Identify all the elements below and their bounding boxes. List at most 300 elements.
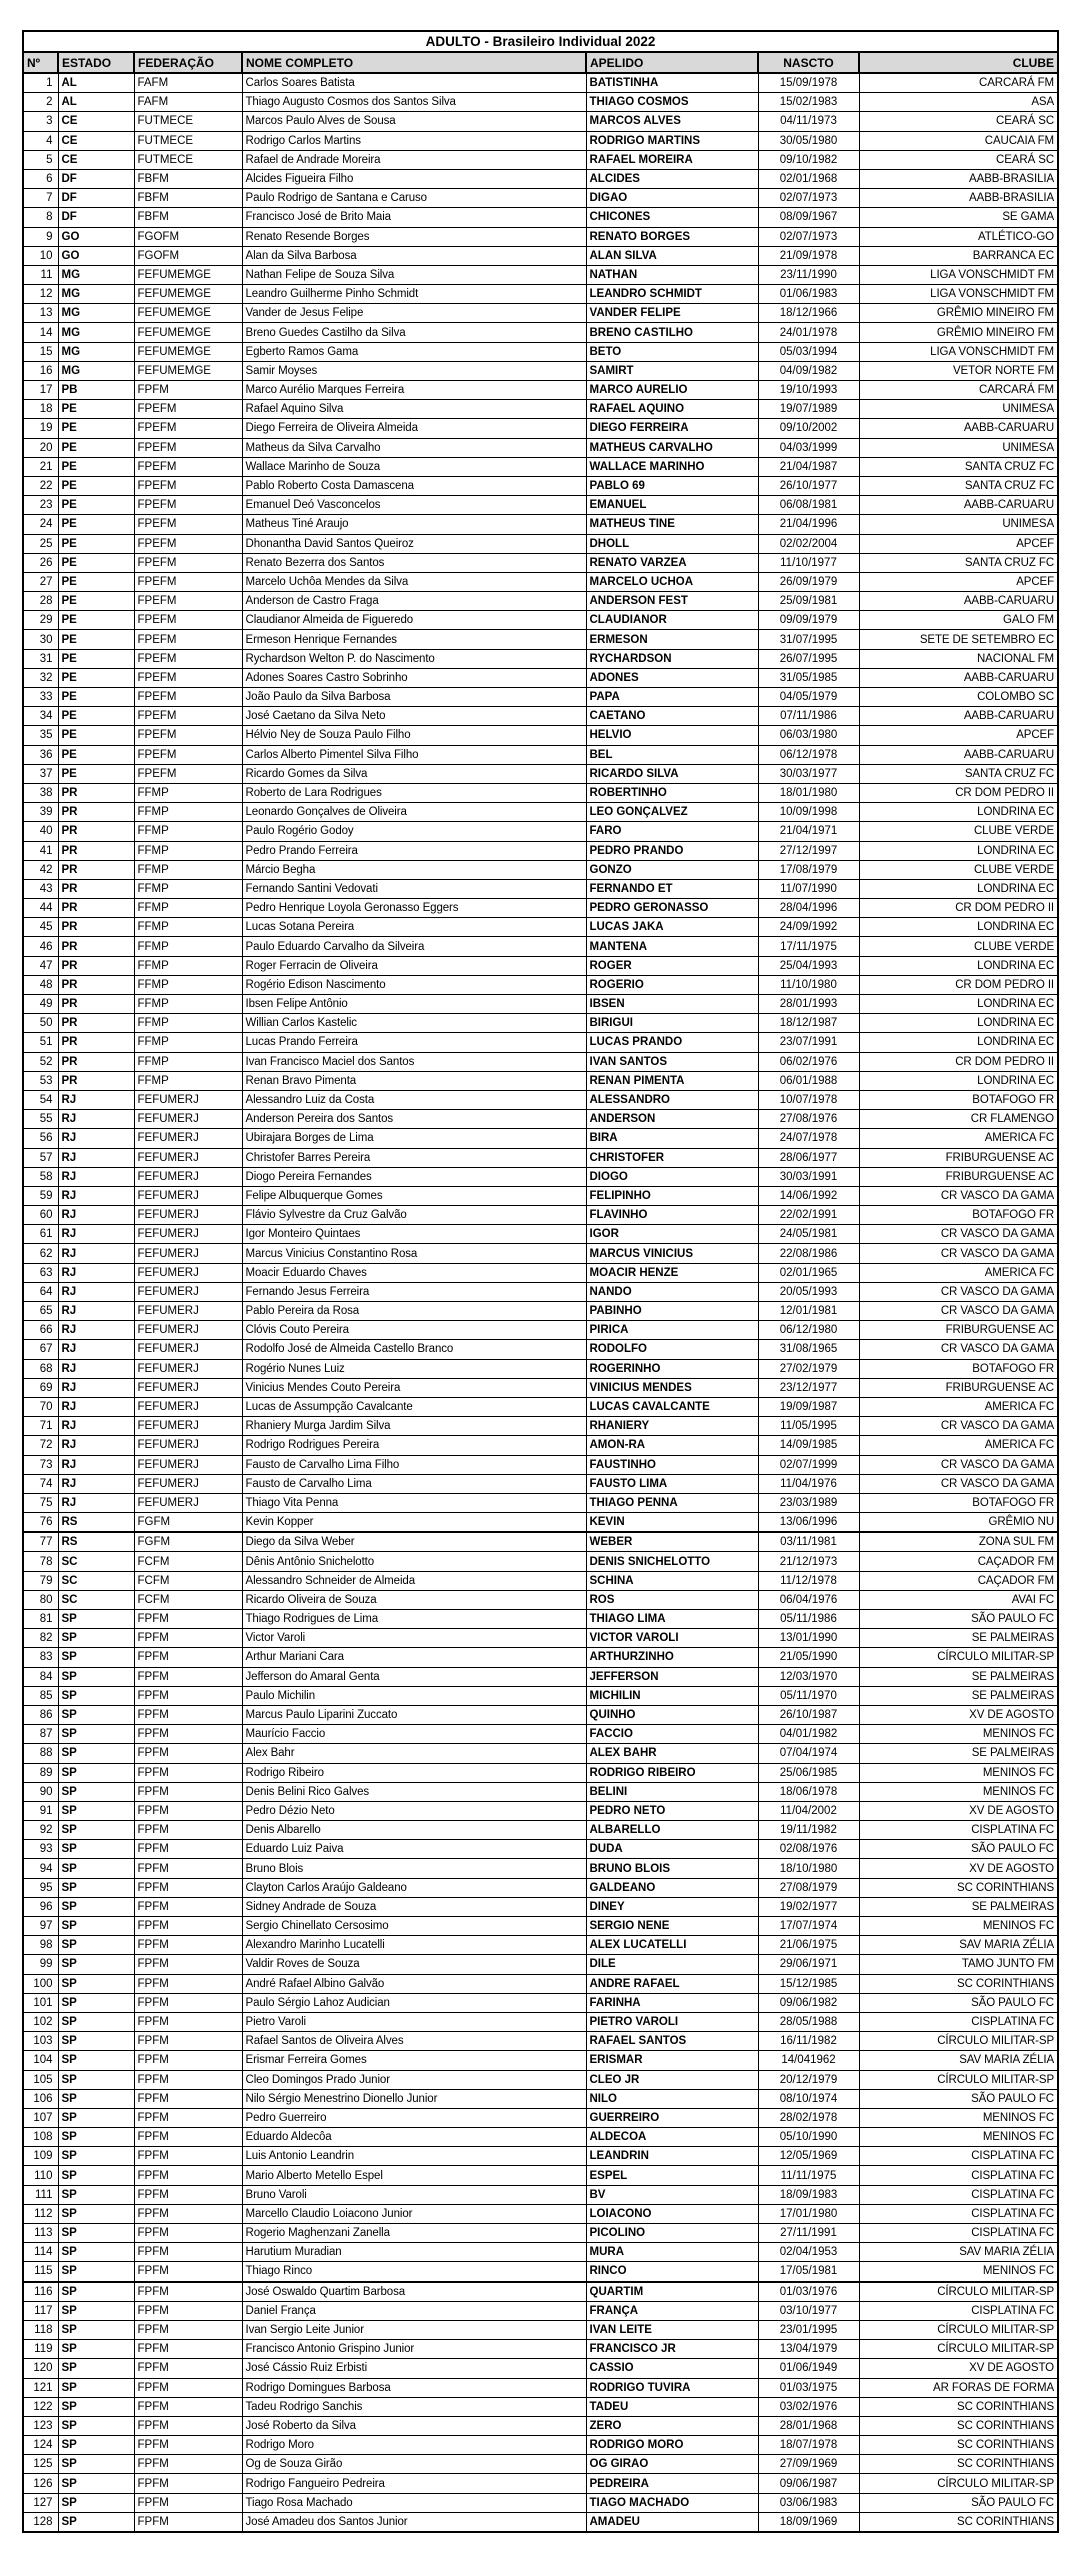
cell-estado: MG xyxy=(58,304,134,323)
table-row xyxy=(23,2070,1058,2089)
cell-nome-completo: Rhaniery Murga Jardim Silva xyxy=(242,1417,586,1436)
column-header-federacao: FEDERAÇÃO xyxy=(134,52,242,73)
cell-numero: 35 xyxy=(23,726,58,745)
cell-numero: 82 xyxy=(23,1629,58,1648)
cell-clube: GRÊMIO MINEIRO FM xyxy=(859,323,1058,342)
cell-apelido: NATHAN xyxy=(586,265,758,284)
cell-federacao: FBFM xyxy=(134,208,242,227)
cell-nome-completo: Diogo Pereira Fernandes xyxy=(242,1167,586,1186)
cell-nascto: 07/04/1974 xyxy=(758,1744,859,1763)
cell-federacao: FFMP xyxy=(134,879,242,898)
table-row xyxy=(23,2455,1058,2474)
cell-federacao: FBFM xyxy=(134,169,242,188)
cell-nome-completo: Jefferson do Amaral Genta xyxy=(242,1667,586,1686)
cell-estado: GO xyxy=(58,246,134,265)
cell-nome-completo: Roger Ferracin de Oliveira xyxy=(242,956,586,975)
cell-federacao: FPFM xyxy=(134,1993,242,2012)
cell-clube: SÃO PAULO FC xyxy=(859,1610,1058,1629)
cell-clube: CISPLATINA FC xyxy=(859,2147,1058,2166)
cell-clube: MENINOS FC xyxy=(859,2108,1058,2127)
cell-clube: XV DE AGOSTO xyxy=(859,1859,1058,1878)
cell-clube: FRIBURGUENSE AC xyxy=(859,1167,1058,1186)
cell-estado: SC xyxy=(58,1571,134,1590)
cell-federacao: FAFM xyxy=(134,93,242,112)
cell-estado: PE xyxy=(58,668,134,687)
cell-nascto: 03/06/1983 xyxy=(758,2493,859,2512)
cell-apelido: ALESSANDRO xyxy=(586,1090,758,1109)
cell-estado: DF xyxy=(58,189,134,208)
cell-federacao: FPFM xyxy=(134,2474,242,2493)
cell-nome-completo: José Oswaldo Quartim Barbosa xyxy=(242,2282,586,2302)
table-row xyxy=(23,1340,1058,1359)
cell-nascto: 09/10/2002 xyxy=(758,419,859,438)
cell-federacao: FEFUMERJ xyxy=(134,1206,242,1225)
cell-federacao: FPFM xyxy=(134,1667,242,1686)
table-row xyxy=(23,1474,1058,1493)
roster-sheet xyxy=(22,30,1059,2533)
cell-apelido: FERNANDO ET xyxy=(586,879,758,898)
table-row xyxy=(23,1725,1058,1744)
cell-nascto: 04/03/1999 xyxy=(758,438,859,457)
cell-nome-completo: Rodrigo Rodrigues Pereira xyxy=(242,1436,586,1455)
cell-nascto: 06/04/1976 xyxy=(758,1590,859,1609)
cell-estado: RJ xyxy=(58,1282,134,1301)
table-row xyxy=(23,1782,1058,1801)
cell-federacao: FPFM xyxy=(134,2032,242,2051)
cell-nascto: 22/08/1986 xyxy=(758,1244,859,1263)
cell-nascto: 06/01/1988 xyxy=(758,1071,859,1090)
cell-federacao: FGOFM xyxy=(134,246,242,265)
cell-nome-completo: Rogério Nunes Luiz xyxy=(242,1359,586,1378)
cell-apelido: MICHILIN xyxy=(586,1686,758,1705)
cell-nome-completo: Nathan Felipe de Souza Silva xyxy=(242,265,586,284)
cell-estado: SP xyxy=(58,1993,134,2012)
cell-federacao: FFMP xyxy=(134,918,242,937)
cell-nome-completo: Pablo Roberto Costa Damascena xyxy=(242,476,586,495)
cell-numero: 12 xyxy=(23,285,58,304)
cell-apelido: THIAGO PENNA xyxy=(586,1493,758,1512)
cell-estado: DF xyxy=(58,169,134,188)
cell-clube: CLUBE VERDE xyxy=(859,822,1058,841)
cell-estado: RJ xyxy=(58,1167,134,1186)
cell-estado: SC xyxy=(58,1590,134,1609)
cell-numero: 109 xyxy=(23,2147,58,2166)
table-row xyxy=(23,592,1058,611)
cell-estado: SP xyxy=(58,1821,134,1840)
cell-federacao: FPFM xyxy=(134,2166,242,2185)
cell-estado: SP xyxy=(58,2282,134,2302)
cell-nascto: 24/07/1978 xyxy=(758,1129,859,1148)
cell-numero: 100 xyxy=(23,1974,58,1993)
cell-nome-completo: Alessandro Schneider de Almeida xyxy=(242,1571,586,1590)
cell-federacao: FFMP xyxy=(134,783,242,802)
cell-apelido: KEVIN xyxy=(586,1513,758,1533)
cell-nascto: 27/09/1969 xyxy=(758,2455,859,2474)
cell-nome-completo: Kevin Kopper xyxy=(242,1513,586,1533)
cell-nome-completo: Ivan Sergio Leite Junior xyxy=(242,2320,586,2339)
cell-clube: CR FLAMENGO xyxy=(859,1110,1058,1129)
cell-apelido: PIRICA xyxy=(586,1321,758,1340)
cell-apelido: RODRIGO MARTINS xyxy=(586,131,758,150)
cell-clube: LIGA VONSCHMIDT FM xyxy=(859,342,1058,361)
cell-estado: PE xyxy=(58,611,134,630)
cell-numero: 10 xyxy=(23,246,58,265)
cell-nome-completo: Alessandro Luiz da Costa xyxy=(242,1090,586,1109)
cell-estado: PR xyxy=(58,822,134,841)
cell-federacao: FPFM xyxy=(134,1686,242,1705)
cell-estado: SP xyxy=(58,1725,134,1744)
cell-nascto: 17/05/1981 xyxy=(758,2262,859,2282)
cell-apelido: BRUNO BLOIS xyxy=(586,1859,758,1878)
cell-nome-completo: Leonardo Gonçalves de Oliveira xyxy=(242,803,586,822)
cell-nascto: 17/01/1980 xyxy=(758,2204,859,2223)
cell-nascto: 05/11/1970 xyxy=(758,1686,859,1705)
cell-federacao: FPEFM xyxy=(134,553,242,572)
cell-nome-completo: José Amadeu dos Santos Junior xyxy=(242,2512,586,2532)
cell-apelido: RODRIGO TUVIRA xyxy=(586,2378,758,2397)
cell-numero: 4 xyxy=(23,131,58,150)
cell-estado: PE xyxy=(58,496,134,515)
cell-nome-completo: Cleo Domingos Prado Junior xyxy=(242,2070,586,2089)
cell-estado: AL xyxy=(58,93,134,112)
table-row xyxy=(23,2474,1058,2493)
cell-nascto: 26/07/1995 xyxy=(758,649,859,668)
cell-numero: 85 xyxy=(23,1686,58,1705)
cell-nome-completo: Carlos Soares Batista xyxy=(242,73,586,93)
cell-federacao: FPFM xyxy=(134,1897,242,1916)
cell-federacao: FPFM xyxy=(134,1917,242,1936)
cell-estado: RJ xyxy=(58,1340,134,1359)
table-row xyxy=(23,2320,1058,2339)
cell-estado: SP xyxy=(58,1878,134,1897)
cell-apelido: THIAGO COSMOS xyxy=(586,93,758,112)
cell-nome-completo: Vinicius Mendes Couto Pereira xyxy=(242,1378,586,1397)
cell-federacao: FPFM xyxy=(134,2340,242,2359)
cell-clube: SC CORINTHIANS xyxy=(859,1878,1058,1897)
cell-nascto: 25/09/1981 xyxy=(758,592,859,611)
cell-numero: 42 xyxy=(23,860,58,879)
cell-nascto: 05/03/1994 xyxy=(758,342,859,361)
cell-estado: RJ xyxy=(58,1321,134,1340)
cell-nascto: 12/03/1970 xyxy=(758,1667,859,1686)
cell-estado: RJ xyxy=(58,1090,134,1109)
cell-apelido: RAFAEL AQUINO xyxy=(586,400,758,419)
cell-apelido: PABINHO xyxy=(586,1302,758,1321)
cell-nascto: 30/03/1991 xyxy=(758,1167,859,1186)
cell-apelido: DINEY xyxy=(586,1897,758,1916)
cell-nascto: 20/05/1993 xyxy=(758,1282,859,1301)
cell-nome-completo: Rodrigo Ribeiro xyxy=(242,1763,586,1782)
cell-federacao: FPFM xyxy=(134,2089,242,2108)
cell-nascto: 18/12/1966 xyxy=(758,304,859,323)
cell-apelido: ALAN SILVA xyxy=(586,246,758,265)
cell-apelido: TADEU xyxy=(586,2397,758,2416)
cell-estado: SP xyxy=(58,1897,134,1916)
cell-estado: PR xyxy=(58,1033,134,1052)
cell-estado: SP xyxy=(58,1686,134,1705)
cell-clube: BOTAFOGO FR xyxy=(859,1493,1058,1512)
cell-numero: 77 xyxy=(23,1532,58,1552)
cell-nascto: 11/11/1975 xyxy=(758,2166,859,2185)
cell-numero: 44 xyxy=(23,899,58,918)
cell-clube: CR DOM PEDRO II xyxy=(859,783,1058,802)
cell-nascto: 17/07/1974 xyxy=(758,1917,859,1936)
cell-numero: 114 xyxy=(23,2243,58,2262)
cell-nascto: 08/10/1974 xyxy=(758,2089,859,2108)
cell-clube: SANTA CRUZ FC xyxy=(859,553,1058,572)
table-row xyxy=(23,1321,1058,1340)
table-row xyxy=(23,2493,1058,2512)
cell-estado: PR xyxy=(58,1014,134,1033)
column-header-numero: Nº xyxy=(23,52,58,73)
cell-nome-completo: Ermeson Henrique Fernandes xyxy=(242,630,586,649)
cell-numero: 27 xyxy=(23,572,58,591)
cell-nascto: 23/03/1989 xyxy=(758,1493,859,1512)
cell-apelido: PEDRO PRANDO xyxy=(586,841,758,860)
cell-nome-completo: Moacir Eduardo Chaves xyxy=(242,1263,586,1282)
cell-numero: 22 xyxy=(23,476,58,495)
cell-clube: CR DOM PEDRO II xyxy=(859,975,1058,994)
cell-nome-completo: Dhonantha David Santos Queiroz xyxy=(242,534,586,553)
cell-apelido: IVAN LEITE xyxy=(586,2320,758,2339)
cell-clube: AABB-CARUARU xyxy=(859,496,1058,515)
cell-clube: SE PALMEIRAS xyxy=(859,1897,1058,1916)
cell-estado: SP xyxy=(58,1917,134,1936)
table-row xyxy=(23,1436,1058,1455)
cell-estado: RJ xyxy=(58,1474,134,1493)
cell-clube: SE PALMEIRAS xyxy=(859,1667,1058,1686)
cell-nome-completo: Dênis Antônio Snichelotto xyxy=(242,1552,586,1571)
cell-numero: 40 xyxy=(23,822,58,841)
cell-nome-completo: Og de Souza Girão xyxy=(242,2455,586,2474)
cell-nascto: 02/08/1976 xyxy=(758,1840,859,1859)
table-row xyxy=(23,688,1058,707)
cell-clube: XV DE AGOSTO xyxy=(859,1801,1058,1820)
cell-clube: AABB-CARUARU xyxy=(859,592,1058,611)
table-row xyxy=(23,2224,1058,2243)
cell-estado: MG xyxy=(58,361,134,380)
cell-federacao: FPEFM xyxy=(134,515,242,534)
cell-estado: SP xyxy=(58,1840,134,1859)
cell-nascto: 14/09/1985 xyxy=(758,1436,859,1455)
cell-estado: RJ xyxy=(58,1263,134,1282)
cell-federacao: FFMP xyxy=(134,1033,242,1052)
cell-nascto: 11/04/1976 xyxy=(758,1474,859,1493)
cell-apelido: FELIPINHO xyxy=(586,1186,758,1205)
table-row xyxy=(23,1493,1058,1512)
cell-nome-completo: Pedro Prando Ferreira xyxy=(242,841,586,860)
cell-nascto: 11/05/1995 xyxy=(758,1417,859,1436)
athlete-roster-table xyxy=(22,30,1059,2533)
table-row xyxy=(23,1378,1058,1397)
cell-nascto: 13/04/1979 xyxy=(758,2340,859,2359)
cell-nascto: 08/09/1967 xyxy=(758,208,859,227)
cell-nome-completo: Rodolfo José de Almeida Castello Branco xyxy=(242,1340,586,1359)
cell-apelido: ZERO xyxy=(586,2416,758,2435)
cell-nome-completo: Breno Guedes Castilho da Silva xyxy=(242,323,586,342)
cell-numero: 45 xyxy=(23,918,58,937)
cell-nascto: 15/12/1985 xyxy=(758,1974,859,1993)
table-row xyxy=(23,1590,1058,1609)
cell-clube: AABB-CARUARU xyxy=(859,668,1058,687)
cell-federacao: FCFM xyxy=(134,1552,242,1571)
cell-federacao: FEFUMERJ xyxy=(134,1148,242,1167)
cell-federacao: FPFM xyxy=(134,2282,242,2302)
cell-clube: CLUBE VERDE xyxy=(859,937,1058,956)
table-row xyxy=(23,1129,1058,1148)
table-row xyxy=(23,2147,1058,2166)
cell-numero: 115 xyxy=(23,2262,58,2282)
cell-federacao: FPFM xyxy=(134,1782,242,1801)
cell-federacao: FEFUMERJ xyxy=(134,1263,242,1282)
cell-nascto: 03/10/1977 xyxy=(758,2301,859,2320)
cell-clube: AABB-CARUARU xyxy=(859,419,1058,438)
cell-federacao: FPFM xyxy=(134,1840,242,1859)
cell-clube: CÍRCULO MILITAR-SP xyxy=(859,2320,1058,2339)
cell-clube: CÍRCULO MILITAR-SP xyxy=(859,2032,1058,2051)
cell-nome-completo: Rodrigo Moro xyxy=(242,2436,586,2455)
cell-numero: 54 xyxy=(23,1090,58,1109)
cell-nome-completo: Samir Moyses xyxy=(242,361,586,380)
table-row xyxy=(23,1571,1058,1590)
cell-numero: 18 xyxy=(23,400,58,419)
table-row xyxy=(23,1302,1058,1321)
cell-numero: 112 xyxy=(23,2204,58,2223)
cell-clube: APCEF xyxy=(859,534,1058,553)
cell-clube: CAÇADOR FM xyxy=(859,1552,1058,1571)
cell-clube: LIGA VONSCHMIDT FM xyxy=(859,265,1058,284)
cell-federacao: FEFUMERJ xyxy=(134,1417,242,1436)
cell-nome-completo: Denis Albarello xyxy=(242,1821,586,1840)
cell-apelido: DUDA xyxy=(586,1840,758,1859)
cell-numero: 75 xyxy=(23,1493,58,1512)
table-row xyxy=(23,1840,1058,1859)
cell-nascto: 28/02/1978 xyxy=(758,2108,859,2127)
cell-apelido: CLAUDIANOR xyxy=(586,611,758,630)
cell-numero: 74 xyxy=(23,1474,58,1493)
cell-nascto: 23/11/1990 xyxy=(758,265,859,284)
cell-numero: 62 xyxy=(23,1244,58,1263)
cell-nascto: 02/07/1973 xyxy=(758,189,859,208)
cell-federacao: FPFM xyxy=(134,2147,242,2166)
cell-estado: SP xyxy=(58,2474,134,2493)
table-row xyxy=(23,323,1058,342)
cell-clube: SC CORINTHIANS xyxy=(859,2436,1058,2455)
cell-nome-completo: Thiago Augusto Cosmos dos Santos Silva xyxy=(242,93,586,112)
cell-clube: CR VASCO DA GAMA xyxy=(859,1417,1058,1436)
cell-apelido: ALDECOA xyxy=(586,2128,758,2147)
cell-numero: 79 xyxy=(23,1571,58,1590)
cell-federacao: FPFM xyxy=(134,1629,242,1648)
cell-numero: 92 xyxy=(23,1821,58,1840)
cell-nome-completo: Wallace Marinho de Souza xyxy=(242,457,586,476)
cell-estado: PE xyxy=(58,688,134,707)
cell-clube: MENINOS FC xyxy=(859,1782,1058,1801)
cell-nome-completo: Lucas de Assumpção Cavalcante xyxy=(242,1397,586,1416)
cell-nascto: 20/12/1979 xyxy=(758,2070,859,2089)
cell-estado: SP xyxy=(58,2262,134,2282)
cell-nascto: 11/10/1980 xyxy=(758,975,859,994)
cell-nascto: 13/01/1990 xyxy=(758,1629,859,1648)
cell-nome-completo: André Rafael Albino Galvão xyxy=(242,1974,586,1993)
table-row xyxy=(23,899,1058,918)
cell-numero: 37 xyxy=(23,764,58,783)
table-row xyxy=(23,611,1058,630)
cell-federacao: FFMP xyxy=(134,803,242,822)
cell-clube: MENINOS FC xyxy=(859,2262,1058,2282)
cell-clube: CAUCAIA FM xyxy=(859,131,1058,150)
cell-federacao: FPFM xyxy=(134,1648,242,1667)
cell-federacao: FPFM xyxy=(134,2012,242,2031)
cell-nascto: 01/06/1949 xyxy=(758,2359,859,2378)
table-row xyxy=(23,1455,1058,1474)
cell-nascto: 01/06/1983 xyxy=(758,285,859,304)
cell-nome-completo: Erismar Ferreira Gomes xyxy=(242,2051,586,2070)
cell-nome-completo: Ivan Francisco Maciel dos Santos xyxy=(242,1052,586,1071)
cell-apelido: RHANIERY xyxy=(586,1417,758,1436)
table-row xyxy=(23,1090,1058,1109)
cell-clube: LONDRINA EC xyxy=(859,956,1058,975)
cell-nascto: 28/06/1977 xyxy=(758,1148,859,1167)
cell-clube: FRIBURGUENSE AC xyxy=(859,1378,1058,1397)
table-row xyxy=(23,246,1058,265)
cell-nome-completo: Alex Bahr xyxy=(242,1744,586,1763)
cell-federacao: FPEFM xyxy=(134,707,242,726)
cell-apelido: RODRIGO MORO xyxy=(586,2436,758,2455)
cell-apelido: FAUSTO LIMA xyxy=(586,1474,758,1493)
cell-nascto: 29/06/1971 xyxy=(758,1955,859,1974)
table-row xyxy=(23,2340,1058,2359)
table-row xyxy=(23,1359,1058,1378)
cell-nascto: 12/01/1981 xyxy=(758,1302,859,1321)
table-row xyxy=(23,803,1058,822)
cell-numero: 99 xyxy=(23,1955,58,1974)
cell-federacao: FPFM xyxy=(134,2204,242,2223)
cell-apelido: ROGER xyxy=(586,956,758,975)
cell-nome-completo: Rychardson Welton P. do Nascimento xyxy=(242,649,586,668)
cell-clube: CÍRCULO MILITAR-SP xyxy=(859,1648,1058,1667)
cell-nascto: 28/01/1993 xyxy=(758,995,859,1014)
table-row xyxy=(23,2397,1058,2416)
table-row xyxy=(23,304,1058,323)
cell-federacao: FEFUMERJ xyxy=(134,1359,242,1378)
cell-apelido: CAETANO xyxy=(586,707,758,726)
cell-federacao: FPFM xyxy=(134,2436,242,2455)
cell-nome-completo: Rodrigo Domingues Barbosa xyxy=(242,2378,586,2397)
table-row xyxy=(23,1110,1058,1129)
cell-clube: MENINOS FC xyxy=(859,1725,1058,1744)
cell-estado: PE xyxy=(58,707,134,726)
cell-nascto: 27/11/1991 xyxy=(758,2224,859,2243)
table-row xyxy=(23,1686,1058,1705)
cell-nascto: 23/01/1995 xyxy=(758,2320,859,2339)
cell-apelido: BV xyxy=(586,2185,758,2204)
cell-federacao: FPEFM xyxy=(134,496,242,515)
cell-clube: CR VASCO DA GAMA xyxy=(859,1244,1058,1263)
cell-clube: AABB-BRASILIA xyxy=(859,169,1058,188)
cell-apelido: VANDER FELIPE xyxy=(586,304,758,323)
cell-apelido: RICARDO SILVA xyxy=(586,764,758,783)
cell-numero: 15 xyxy=(23,342,58,361)
cell-numero: 101 xyxy=(23,1993,58,2012)
table-row xyxy=(23,2051,1058,2070)
cell-nascto: 18/09/1983 xyxy=(758,2185,859,2204)
cell-numero: 84 xyxy=(23,1667,58,1686)
table-row xyxy=(23,208,1058,227)
cell-estado: RJ xyxy=(58,1455,134,1474)
cell-clube: CÍRCULO MILITAR-SP xyxy=(859,2282,1058,2302)
cell-federacao: FEFUMERJ xyxy=(134,1321,242,1340)
